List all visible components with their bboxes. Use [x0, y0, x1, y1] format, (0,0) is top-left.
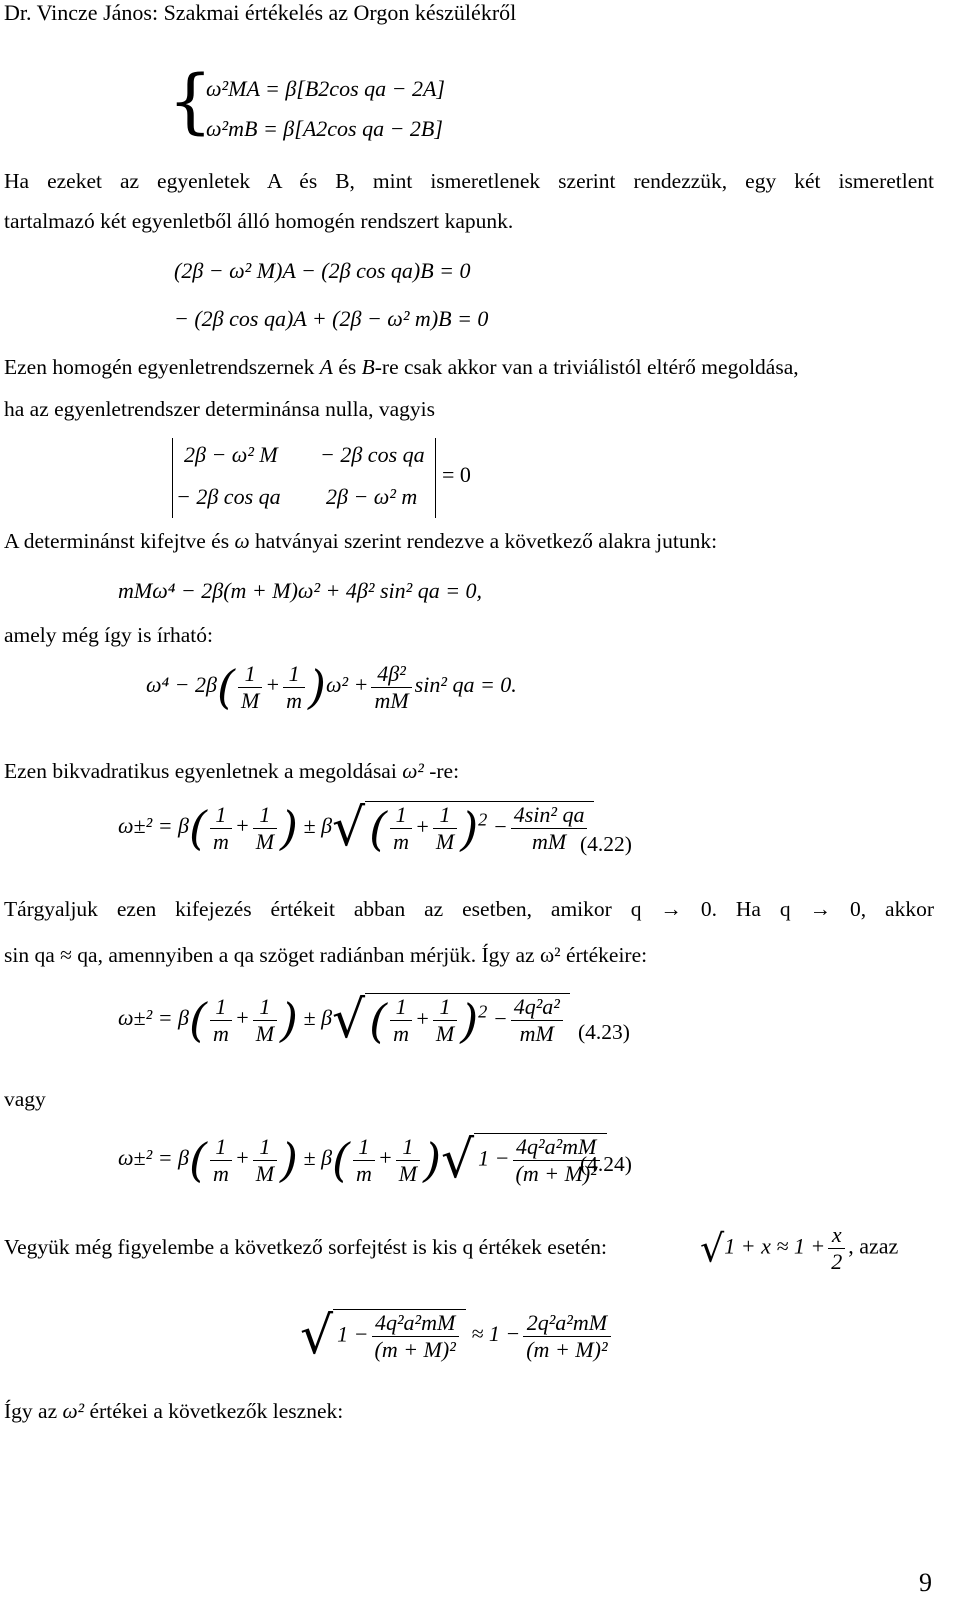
- fraction-numerator: 1: [253, 802, 277, 829]
- equation-4-24: ω±² = β( $\frac{1}{m}$ + $\frac{1}{M}$ ) ± β( $\frac{1}{m}$ + $\frac{1}{M}$ )√ 1 − $\frac{\text{4q²a²mM}}{\text{(m + M)²}}$: [118, 1130, 607, 1190]
- exponent: 2: [478, 1001, 488, 1022]
- paragraph-5-text-b: -re:: [423, 759, 460, 783]
- radical-sign: √: [332, 990, 366, 1050]
- fraction-numerator: x: [828, 1222, 845, 1249]
- paren-close: ): [460, 993, 479, 1048]
- fraction-numerator: 1: [390, 994, 412, 1021]
- fraction: [353, 1134, 375, 1187]
- eq-lhs: ω±² = β: [118, 1145, 190, 1171]
- series-expansion: [700, 1222, 898, 1275]
- fraction-denominator: (m + M)²: [526, 1336, 608, 1362]
- paragraph-2-text-c: -re csak akkor van a triviálistól eltérő megoldása,: [374, 355, 799, 379]
- eq-lhs: ω±² = β: [118, 813, 190, 839]
- omega-symbol: ω: [234, 529, 250, 553]
- equation-system-line-1: ω²MA = β[B2cos qa − 2A]: [206, 76, 445, 101]
- fraction: [511, 994, 563, 1047]
- fraction: [210, 1134, 232, 1187]
- fraction-numerator: 4β²: [371, 661, 411, 688]
- plus-minus-beta: ± β: [303, 1005, 333, 1031]
- paragraph-1-line-2: tartalmazó két egyenletből álló homogén rendszert kapunk.: [4, 209, 514, 233]
- equation-number-4-23: (4.23): [578, 1020, 630, 1044]
- characteristic-equation: mMω⁴ − 2β(m + M)ω² + 4β² sin² qa = 0,: [118, 578, 483, 603]
- paren-open: (: [369, 801, 388, 856]
- equation-4-23: ω±² = β( $\frac{1}{m}$ + $\frac{1}{M}$ ) ± β√( $\frac{1}{m}$ + $\frac{1}{M}$ )$^2$ − $\frac{\text{4q²a²}}{mM}$: [118, 990, 570, 1050]
- plus-minus-beta: ± β: [303, 1145, 333, 1171]
- exponent: 2: [478, 809, 488, 830]
- fraction-denominator: mM: [519, 1021, 554, 1046]
- paren-open: (: [332, 1133, 350, 1187]
- paren-close: ): [280, 801, 298, 855]
- fraction-numerator: 4q²a²: [511, 994, 563, 1021]
- series-rhs: 1 + x ≈ 1 +: [724, 1233, 826, 1259]
- determinant-rhs: = 0: [442, 462, 471, 487]
- alternative-equation: [146, 660, 517, 714]
- homogeneous-equation-1: (2β − ω² M)A − (2β cos qa)B = 0: [174, 258, 471, 283]
- fraction: [433, 802, 457, 855]
- fraction-denominator: (m + M)²: [374, 1337, 456, 1362]
- alt-lead: ω⁴ − 2β: [146, 672, 217, 698]
- alt-tail: sin² qa = 0.: [414, 672, 517, 698]
- paragraph-5: [4, 756, 459, 786]
- approx-one-minus: ≈ 1 −: [471, 1321, 521, 1347]
- fraction: [390, 994, 412, 1047]
- alt-mid: ω² +: [325, 672, 369, 698]
- fraction: [433, 994, 457, 1047]
- paragraph-2-text-a: Ezen homogén egyenletrendszernek: [4, 355, 320, 379]
- fraction-numerator: 1: [210, 802, 232, 829]
- fraction: [523, 1310, 610, 1363]
- fraction: [372, 1310, 459, 1363]
- radical-sign: √: [700, 1226, 725, 1271]
- fraction-numerator: 1: [433, 802, 457, 829]
- determinant-r2c2: 2β − ω² m: [326, 484, 418, 509]
- fraction: [253, 1134, 277, 1187]
- fraction-numerator: 1: [253, 1134, 277, 1161]
- fraction-numerator: 1: [396, 1134, 420, 1161]
- paragraph-3-text-b: hatványai szerint rendezve a következő alakra jutunk:: [249, 529, 718, 553]
- fraction: [253, 994, 277, 1047]
- fraction-denominator: m: [212, 1160, 229, 1186]
- radicand: ( $\frac{1}{m}$ + $\frac{1}{M}$ )$^2$ − $\frac{\text{4q²a²}}{mM}$: [365, 993, 570, 1048]
- fraction: [253, 802, 277, 855]
- fraction-numerator: 1: [283, 661, 305, 688]
- fraction-numerator: 1: [390, 802, 412, 829]
- equation-system-line-2: ω²mB = β[A2cos qa − 2B]: [206, 116, 443, 141]
- paren-open: (: [189, 993, 207, 1047]
- one-minus: 1 −: [337, 1321, 369, 1347]
- equation-number-4-22: (4.22): [580, 832, 632, 856]
- paren-close: ): [280, 993, 298, 1047]
- fraction-denominator: m: [286, 687, 303, 713]
- paren-close: ): [423, 1133, 442, 1187]
- homogeneous-equation-2: − (2β cos qa)A + (2β − ω² m)B = 0: [174, 306, 489, 331]
- omega-squared-symbol: ω²: [402, 759, 424, 783]
- fraction-numerator: 1: [353, 1134, 375, 1161]
- approximation-equation: [300, 1306, 614, 1366]
- minus-sign: −: [492, 813, 508, 839]
- fraction-denominator: M: [255, 828, 275, 854]
- radicand: ( $\frac{1}{m}$ + $\frac{1}{M}$ )$^2$ − $\frac{\text{4sin² qa}}{mM}$: [365, 801, 594, 856]
- radicand: [333, 1309, 466, 1363]
- fraction-denominator: m: [393, 1021, 410, 1046]
- paragraph-8-text-a: Így az: [4, 1399, 63, 1423]
- paren-open: (: [189, 1133, 207, 1187]
- paragraph-2-line-1: [4, 352, 930, 382]
- fraction-1-over-m: [283, 661, 305, 714]
- fraction-denominator: M: [255, 1020, 275, 1046]
- fraction-4beta2-over-mM: [371, 661, 411, 714]
- fraction-numerator: 4sin² qa: [511, 802, 588, 829]
- fraction-denominator: 2: [831, 1249, 843, 1274]
- fraction-denominator: (m + M)²: [515, 1161, 597, 1186]
- system-brace: {: [168, 60, 213, 142]
- equation-4-22: ω±² = β( $\frac{1}{m}$ + $\frac{1}{M}$ ) ± β√( $\frac{1}{m}$ + $\frac{1}{M}$ )$^2$ − $\frac{\text{4sin² qa}}{mM}$: [118, 798, 594, 858]
- minus-sign: −: [492, 1005, 508, 1031]
- fraction-denominator: m: [212, 828, 229, 854]
- paragraph-3-text-a: A determinánst kifejtve és: [4, 529, 235, 553]
- running-header: Dr. Vincze János: Szakmai értékelés az Orgon készülékről: [4, 0, 517, 25]
- fraction-denominator: mM: [531, 829, 567, 854]
- paren-close: ): [280, 1133, 298, 1187]
- omega-squared-symbol: ω²: [62, 1399, 85, 1423]
- paren-open: (: [189, 801, 207, 855]
- fraction-numerator: 1: [238, 661, 262, 688]
- fraction-denominator: M: [435, 829, 455, 854]
- fraction-x-over-2: [828, 1222, 845, 1275]
- variable-B: B: [361, 355, 375, 379]
- paragraph-7-tail: , azaz: [848, 1233, 899, 1259]
- plus-sign: +: [265, 672, 281, 698]
- fraction-numerator: 1: [253, 994, 277, 1021]
- fraction-denominator: mM: [374, 687, 409, 713]
- paren-open: (: [369, 993, 388, 1048]
- paragraph-2-line-2: ha az egyenletrendszer determinánsa nulla, vagyis: [4, 397, 436, 421]
- radical-sign: √: [300, 1306, 334, 1366]
- fraction-numerator: 2q²a²mM: [523, 1310, 610, 1337]
- fraction-denominator: m: [212, 1020, 229, 1046]
- paren-close: ): [308, 660, 326, 714]
- plus-minus-beta: ± β: [303, 813, 333, 839]
- fraction-1-over-M: [238, 661, 262, 714]
- radical-sign: √: [441, 1130, 475, 1190]
- determinant-r2c1: − 2β cos qa: [176, 484, 281, 509]
- page-number: 9: [919, 1568, 932, 1597]
- equation-number-4-24: (4.24): [580, 1152, 632, 1176]
- fraction-denominator: M: [435, 1021, 455, 1046]
- fraction: [396, 1134, 420, 1187]
- variable-A: A: [319, 355, 333, 379]
- fraction: [511, 802, 588, 855]
- paren-close: ): [460, 801, 479, 856]
- fraction-numerator: 1: [210, 1134, 232, 1161]
- fraction-numerator: 4q²a²mM: [513, 1134, 600, 1161]
- vagy-label: vagy: [4, 1087, 46, 1111]
- paragraph-7-text: Vegyük még figyelembe a következő sorfejtést is kis q értékek esetén:: [4, 1235, 607, 1259]
- paragraph-6-line-1: Tárgyaljuk ezen kifejezés értékeit abban az esetben, amikor q → 0. Ha q → 0, akkor: [4, 897, 934, 921]
- paragraph-4: amely még így is írható:: [4, 623, 213, 647]
- one-minus: 1 −: [478, 1145, 510, 1171]
- paragraph-7: [4, 1232, 607, 1262]
- fraction-numerator: 4q²a²mM: [372, 1310, 459, 1337]
- paragraph-5-text-a: Ezen bikvadratikus egyenletnek a megoldásai: [4, 759, 403, 783]
- fraction: [210, 802, 232, 855]
- determinant-r1c1: 2β − ω² M: [184, 442, 278, 467]
- fraction-denominator: M: [255, 1160, 275, 1186]
- paren-open: (: [216, 660, 235, 714]
- fraction-denominator: m: [393, 829, 410, 854]
- fraction-denominator: M: [240, 687, 260, 713]
- fraction-denominator: m: [355, 1160, 372, 1186]
- radical-sign: √: [332, 798, 366, 858]
- fraction: [210, 994, 232, 1047]
- paragraph-2-text-b: és: [332, 355, 362, 379]
- fraction: [390, 802, 412, 855]
- fraction-numerator: 1: [210, 994, 232, 1021]
- paragraph-6-line-2: sin qa ≈ qa, amennyiben a qa szöget radiánban mérjük. Így az ω² értékeire:: [4, 943, 648, 967]
- fraction-denominator: M: [398, 1160, 418, 1186]
- eq-lhs: ω±² = β: [118, 1005, 190, 1031]
- paragraph-8: [4, 1396, 343, 1426]
- determinant-r1c2: − 2β cos qa: [320, 442, 425, 467]
- fraction-numerator: 1: [433, 994, 457, 1021]
- paragraph-3: [4, 526, 717, 556]
- paragraph-1-line-1: Ha ezeket az egyenletek A és B, mint ismeretlenek szerint rendezzük, egy két ismeretlent: [4, 169, 934, 193]
- paragraph-8-text-b: értékei a következők lesznek:: [84, 1399, 344, 1423]
